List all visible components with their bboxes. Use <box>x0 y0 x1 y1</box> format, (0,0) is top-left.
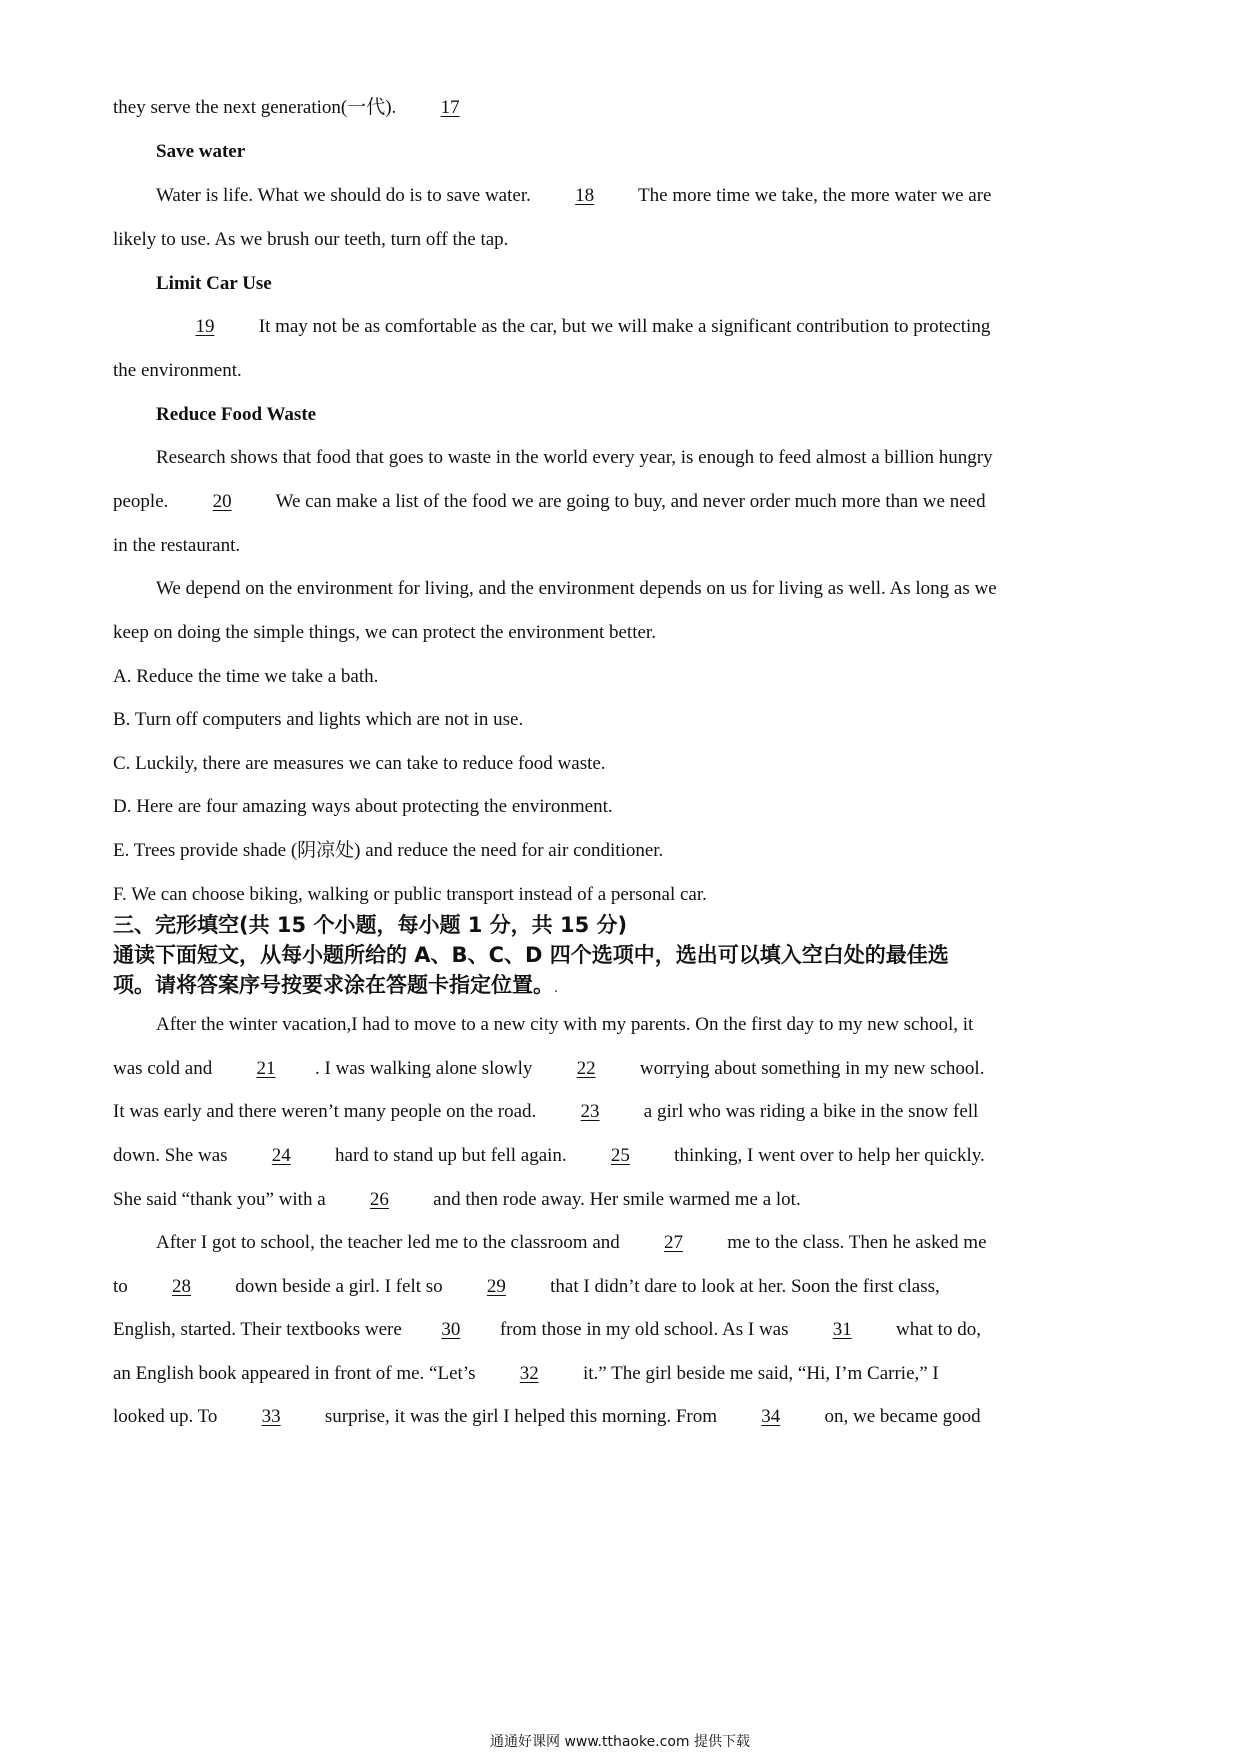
section-title: 三、完形填空(共 15 个小题，每小题 1 分，共 15 分) <box>113 913 628 937</box>
passage-line: the environment. <box>113 360 242 381</box>
cloze-text: thinking, I went over to help her quickly. <box>669 1145 985 1166</box>
passage-text: Water is life. What we should do is to save water. <box>156 185 536 206</box>
cloze-line: After the winter vacation,I had to move to a new city with my parents. On the first day to my new school, it <box>156 1014 974 1035</box>
blank-27: 27 <box>664 1232 684 1253</box>
instruction-tail: . <box>554 981 559 996</box>
blank-25: 25 <box>610 1145 630 1166</box>
blank-31: 31 <box>832 1319 852 1340</box>
cloze-text: it.” The girl beside me said, “Hi, I’m Carrie,” I <box>578 1363 939 1384</box>
option-a: A. Reduce the time we take a bath. <box>113 666 379 687</box>
passage-line <box>156 315 990 339</box>
cloze-text: a girl who was riding a bike in the snow fell <box>639 1101 979 1122</box>
blank-24: 24 <box>271 1145 291 1166</box>
page-footer: 通通好课网 www.tthaoke.com 提供下载 <box>490 1734 750 1750</box>
blank-20: 20 <box>212 491 232 512</box>
blank-33: 33 <box>261 1406 281 1427</box>
cloze-text: from those in my old school. As I was <box>499 1319 794 1340</box>
cloze-text: She said “thank you” with a <box>113 1189 331 1210</box>
passage-line <box>113 490 986 514</box>
passage-line: keep on doing the simple things, we can protect the environment better. <box>113 622 656 643</box>
cloze-text: looked up. To <box>113 1406 223 1427</box>
blank-17: 17 <box>440 97 460 118</box>
passage-line: We depend on the environment for living, and the environment depends on us for living as well. As long as we <box>156 578 997 599</box>
cloze-line <box>113 1362 939 1386</box>
cloze-text: It was early and there weren’t many people on the road. <box>113 1101 542 1122</box>
blank-18: 18 <box>575 185 595 206</box>
blank-26: 26 <box>369 1189 389 1210</box>
cloze-text: English, started. Their textbooks were <box>113 1319 402 1340</box>
cloze-text: worrying about something in my new school. <box>635 1058 985 1079</box>
cloze-text: surprise, it was the girl I helped this morning. From <box>320 1406 722 1427</box>
passage-line <box>113 96 499 120</box>
cloze-line <box>156 1231 987 1255</box>
blank-23: 23 <box>580 1101 600 1122</box>
cloze-text: After I got to school, the teacher led me to the classroom and <box>156 1232 625 1253</box>
cloze-line <box>113 1144 985 1168</box>
cloze-line <box>113 1275 940 1299</box>
cloze-line <box>113 1057 984 1081</box>
cloze-text: me to the class. Then he asked me <box>722 1232 987 1253</box>
section-instruction <box>113 972 558 1002</box>
cloze-text: to <box>113 1276 133 1297</box>
instruction-text: 项。请将答案序号按要求涂在答题卡指定位置。 <box>113 973 554 997</box>
passage-text: they serve the next generation(一代). <box>113 97 402 118</box>
section-heading-limit-car-use: Limit Car Use <box>156 273 272 294</box>
option-b: B. Turn off computers and lights which are not in use. <box>113 709 524 730</box>
blank-21: 21 <box>256 1058 276 1079</box>
blank-19: 19 <box>195 316 215 337</box>
option-f: F. We can choose biking, walking or public transport instead of a personal car. <box>113 884 707 905</box>
cloze-text: an English book appeared in front of me. “Let’s <box>113 1363 481 1384</box>
option-d: D. Here are four amazing ways about protecting the environment. <box>113 796 613 817</box>
blank-32: 32 <box>519 1363 539 1384</box>
blank-28: 28 <box>172 1276 192 1297</box>
cloze-text: . I was walking alone slowly <box>314 1058 538 1079</box>
cloze-text: on, we became good <box>819 1406 981 1427</box>
option-e: E. Trees provide shade (阴凉处) and reduce the need for air conditioner. <box>113 840 664 861</box>
cloze-line <box>113 1188 801 1212</box>
cloze-line <box>113 1100 978 1124</box>
cloze-text: down. She was <box>113 1145 233 1166</box>
passage-line: likely to use. As we brush our teeth, turn off the tap. <box>113 229 509 250</box>
cloze-text: was cold and <box>113 1058 217 1079</box>
cloze-line <box>113 1318 981 1342</box>
blank-22: 22 <box>576 1058 596 1079</box>
blank-29: 29 <box>486 1276 506 1297</box>
section-instruction: 通读下面短文，从每小题所给的 A、B、C、D 四个选项中，选出可以填入空白处的最佳选 <box>113 943 949 967</box>
passage-text: people. <box>113 491 174 512</box>
passage-line: Research shows that food that goes to waste in the world every year, is enough to feed almost a billion hungry <box>156 447 993 468</box>
cloze-text: and then rode away. Her smile warmed me a lot. <box>428 1189 801 1210</box>
passage-text: We can make a list of the food we are going to buy, and never order much more than we need <box>271 491 986 512</box>
section-heading-save-water: Save water <box>156 141 246 162</box>
cloze-line <box>113 1405 981 1429</box>
passage-text: It may not be as comfortable as the car, but we will make a significant contribution to protecting <box>254 316 991 337</box>
cloze-text: that I didn’t dare to look at her. Soon the first class, <box>545 1276 940 1297</box>
passage-line <box>156 184 991 208</box>
blank-34: 34 <box>761 1406 781 1427</box>
cloze-text: hard to stand up but fell again. <box>330 1145 572 1166</box>
option-c: C. Luckily, there are measures we can take to reduce food waste. <box>113 753 606 774</box>
passage-line: in the restaurant. <box>113 535 241 556</box>
cloze-text: down beside a girl. I felt so <box>230 1276 448 1297</box>
cloze-text: what to do, <box>891 1319 981 1340</box>
section-heading-reduce-food-waste: Reduce Food Waste <box>156 404 317 425</box>
blank-30: 30 <box>441 1319 461 1340</box>
passage-text: The more time we take, the more water we are <box>633 185 992 206</box>
